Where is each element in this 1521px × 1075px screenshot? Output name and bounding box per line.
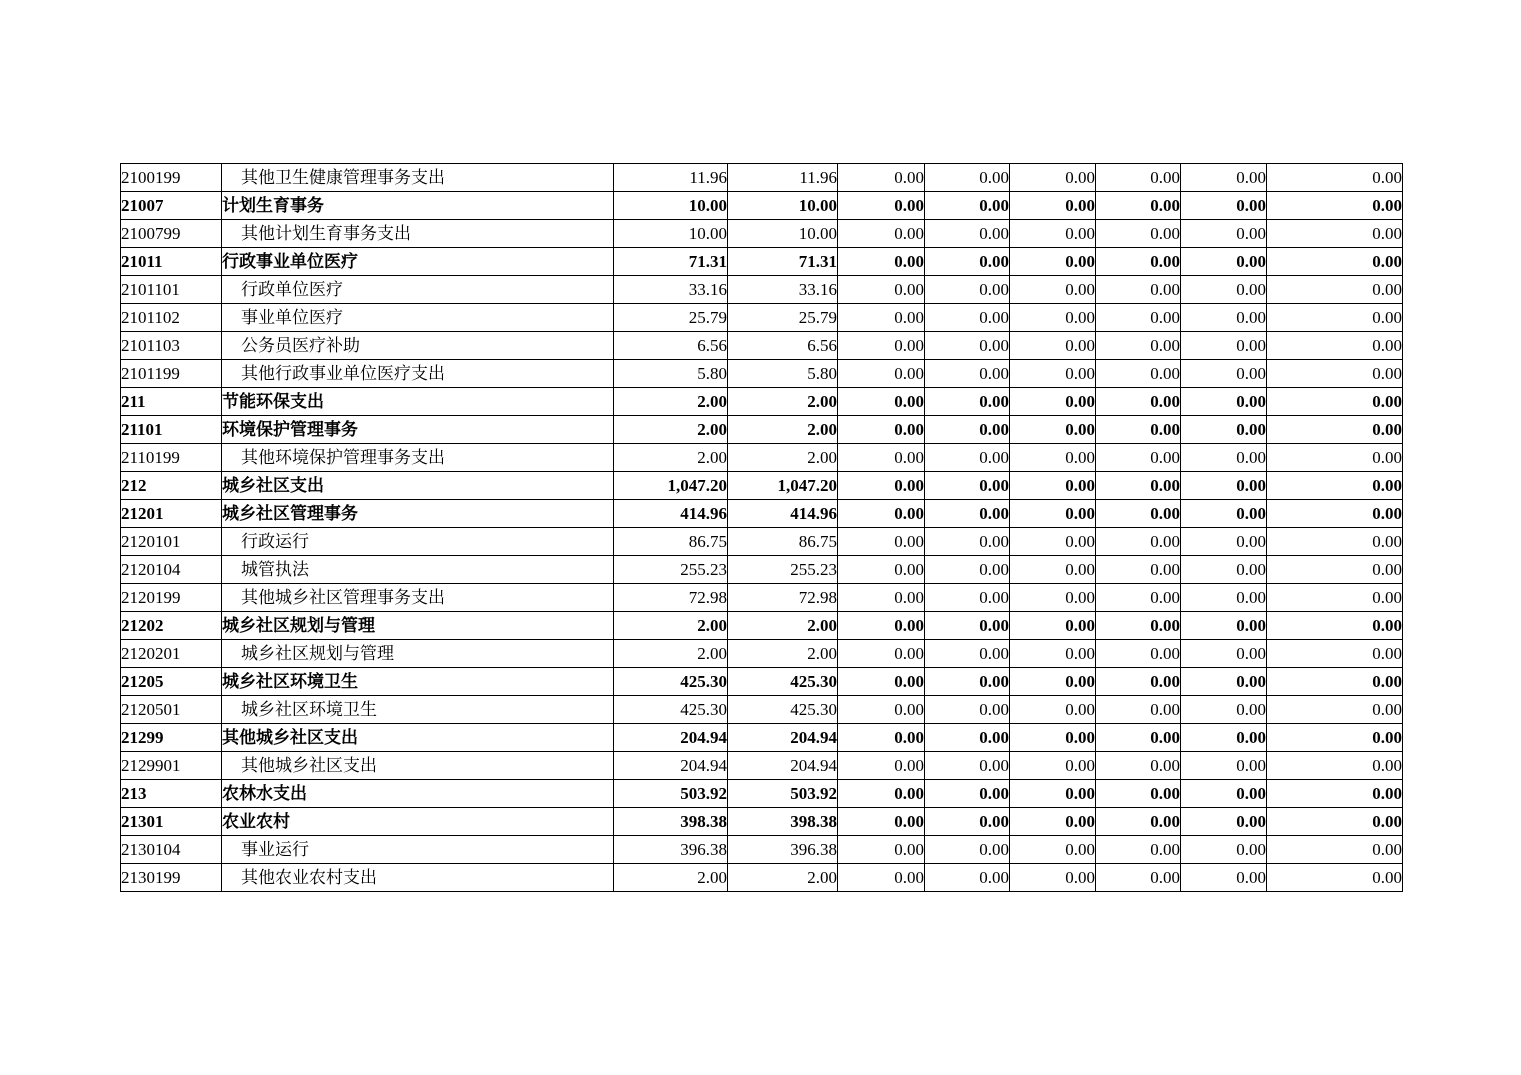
amount-cell: 0.00 xyxy=(1267,332,1403,360)
amount-cell: 398.38 xyxy=(614,808,728,836)
amount-cell: 0.00 xyxy=(838,808,925,836)
item-row xyxy=(121,640,1403,668)
amount-cell: 0.00 xyxy=(838,640,925,668)
amount-cell: 0.00 xyxy=(1181,612,1267,640)
amount-cell: 1,047.20 xyxy=(728,472,838,500)
amount-cell: 33.16 xyxy=(728,276,838,304)
subject-name-cell: 城乡社区环境卫生 xyxy=(222,696,614,724)
amount-cell: 0.00 xyxy=(925,668,1010,696)
subject-name-cell: 城乡社区环境卫生 xyxy=(222,668,614,696)
subject-name-cell: 行政单位医疗 xyxy=(222,276,614,304)
amount-cell: 0.00 xyxy=(1096,500,1181,528)
amount-cell: 0.00 xyxy=(1096,668,1181,696)
amount-cell: 0.00 xyxy=(1181,724,1267,752)
amount-cell: 503.92 xyxy=(614,780,728,808)
amount-cell: 2.00 xyxy=(614,388,728,416)
amount-cell: 414.96 xyxy=(614,500,728,528)
item-row xyxy=(121,836,1403,864)
amount-cell: 0.00 xyxy=(1181,444,1267,472)
item-row xyxy=(121,584,1403,612)
amount-cell: 5.80 xyxy=(614,360,728,388)
amount-cell: 11.96 xyxy=(614,164,728,192)
amount-cell: 255.23 xyxy=(728,556,838,584)
amount-cell: 0.00 xyxy=(1267,444,1403,472)
amount-cell: 0.00 xyxy=(1267,164,1403,192)
subject-name-cell: 其他计划生育事务支出 xyxy=(222,220,614,248)
category-row xyxy=(121,388,1403,416)
amount-cell: 0.00 xyxy=(838,388,925,416)
amount-cell: 0.00 xyxy=(838,612,925,640)
subject-name-cell: 其他环境保护管理事务支出 xyxy=(222,444,614,472)
amount-cell: 425.30 xyxy=(614,696,728,724)
amount-cell: 0.00 xyxy=(925,416,1010,444)
subject-name-cell: 城乡社区支出 xyxy=(222,472,614,500)
amount-cell: 425.30 xyxy=(728,696,838,724)
subject-name-cell: 计划生育事务 xyxy=(222,192,614,220)
amount-cell: 0.00 xyxy=(838,360,925,388)
amount-cell: 72.98 xyxy=(614,584,728,612)
amount-cell: 398.38 xyxy=(728,808,838,836)
amount-cell: 2.00 xyxy=(614,640,728,668)
amount-cell: 0.00 xyxy=(1267,836,1403,864)
amount-cell: 0.00 xyxy=(1181,192,1267,220)
subject-name-cell: 行政运行 xyxy=(222,528,614,556)
amount-cell: 0.00 xyxy=(1010,500,1096,528)
subject-code-cell: 2120104 xyxy=(121,556,222,584)
amount-cell: 0.00 xyxy=(838,780,925,808)
item-row xyxy=(121,164,1403,192)
subject-name-cell: 事业单位医疗 xyxy=(222,304,614,332)
amount-cell: 6.56 xyxy=(728,332,838,360)
amount-cell: 0.00 xyxy=(1096,640,1181,668)
subject-code-cell: 21101 xyxy=(121,416,222,444)
amount-cell: 425.30 xyxy=(614,668,728,696)
amount-cell: 0.00 xyxy=(1096,556,1181,584)
amount-cell: 0.00 xyxy=(1267,304,1403,332)
subject-code-cell: 21301 xyxy=(121,808,222,836)
subject-code-cell: 2110199 xyxy=(121,444,222,472)
item-row xyxy=(121,556,1403,584)
amount-cell: 0.00 xyxy=(1096,724,1181,752)
subject-code-cell: 21201 xyxy=(121,500,222,528)
amount-cell: 0.00 xyxy=(925,836,1010,864)
amount-cell: 0.00 xyxy=(1010,864,1096,892)
amount-cell: 0.00 xyxy=(925,556,1010,584)
item-row xyxy=(121,360,1403,388)
subject-name-cell: 其他城乡社区支出 xyxy=(222,752,614,780)
amount-cell: 0.00 xyxy=(1267,864,1403,892)
amount-cell: 0.00 xyxy=(1181,528,1267,556)
amount-cell: 0.00 xyxy=(1010,276,1096,304)
category-row xyxy=(121,416,1403,444)
amount-cell: 396.38 xyxy=(728,836,838,864)
amount-cell: 0.00 xyxy=(925,444,1010,472)
subject-name-cell: 其他城乡社区管理事务支出 xyxy=(222,584,614,612)
amount-cell: 0.00 xyxy=(1181,360,1267,388)
amount-cell: 396.38 xyxy=(614,836,728,864)
amount-cell: 0.00 xyxy=(1096,276,1181,304)
amount-cell: 0.00 xyxy=(925,360,1010,388)
amount-cell: 0.00 xyxy=(1267,192,1403,220)
amount-cell: 0.00 xyxy=(1010,780,1096,808)
category-row xyxy=(121,668,1403,696)
amount-cell: 204.94 xyxy=(614,724,728,752)
amount-cell: 0.00 xyxy=(1096,528,1181,556)
amount-cell: 0.00 xyxy=(1010,696,1096,724)
amount-cell: 0.00 xyxy=(1010,304,1096,332)
subject-name-cell: 城管执法 xyxy=(222,556,614,584)
subject-code-cell: 2130104 xyxy=(121,836,222,864)
amount-cell: 2.00 xyxy=(728,864,838,892)
subject-name-cell: 其他卫生健康管理事务支出 xyxy=(222,164,614,192)
subject-name-cell: 其他城乡社区支出 xyxy=(222,724,614,752)
category-row xyxy=(121,248,1403,276)
subject-name-cell: 城乡社区规划与管理 xyxy=(222,612,614,640)
subject-name-cell: 环境保护管理事务 xyxy=(222,416,614,444)
amount-cell: 0.00 xyxy=(1181,164,1267,192)
budget-table-body xyxy=(121,164,1403,892)
subject-code-cell: 213 xyxy=(121,780,222,808)
subject-code-cell: 2120101 xyxy=(121,528,222,556)
subject-name-cell: 其他农业农村支出 xyxy=(222,864,614,892)
amount-cell: 0.00 xyxy=(838,500,925,528)
amount-cell: 0.00 xyxy=(1181,248,1267,276)
subject-code-cell: 2130199 xyxy=(121,864,222,892)
amount-cell: 0.00 xyxy=(1010,360,1096,388)
amount-cell: 10.00 xyxy=(728,192,838,220)
amount-cell: 0.00 xyxy=(1010,220,1096,248)
amount-cell: 0.00 xyxy=(1267,808,1403,836)
amount-cell: 0.00 xyxy=(838,752,925,780)
amount-cell: 0.00 xyxy=(1267,220,1403,248)
amount-cell: 0.00 xyxy=(1096,164,1181,192)
amount-cell: 0.00 xyxy=(1267,612,1403,640)
amount-cell: 0.00 xyxy=(925,696,1010,724)
amount-cell: 2.00 xyxy=(614,612,728,640)
category-row xyxy=(121,724,1403,752)
subject-code-cell: 212 xyxy=(121,472,222,500)
subject-code-cell: 21299 xyxy=(121,724,222,752)
amount-cell: 0.00 xyxy=(838,304,925,332)
amount-cell: 0.00 xyxy=(1181,836,1267,864)
amount-cell: 0.00 xyxy=(1096,612,1181,640)
amount-cell: 0.00 xyxy=(1010,332,1096,360)
amount-cell: 0.00 xyxy=(1096,752,1181,780)
item-row xyxy=(121,220,1403,248)
amount-cell: 0.00 xyxy=(1096,416,1181,444)
amount-cell: 0.00 xyxy=(1267,696,1403,724)
amount-cell: 0.00 xyxy=(1181,332,1267,360)
subject-name-cell: 其他行政事业单位医疗支出 xyxy=(222,360,614,388)
amount-cell: 0.00 xyxy=(838,528,925,556)
subject-code-cell: 2120199 xyxy=(121,584,222,612)
amount-cell: 0.00 xyxy=(1096,584,1181,612)
amount-cell: 0.00 xyxy=(838,248,925,276)
amount-cell: 0.00 xyxy=(1181,388,1267,416)
amount-cell: 0.00 xyxy=(1010,164,1096,192)
amount-cell: 0.00 xyxy=(1096,444,1181,472)
amount-cell: 0.00 xyxy=(838,472,925,500)
amount-cell: 2.00 xyxy=(728,388,838,416)
amount-cell: 0.00 xyxy=(1010,808,1096,836)
amount-cell: 0.00 xyxy=(1181,668,1267,696)
amount-cell: 2.00 xyxy=(728,444,838,472)
amount-cell: 414.96 xyxy=(728,500,838,528)
amount-cell: 0.00 xyxy=(1181,500,1267,528)
amount-cell: 0.00 xyxy=(1267,472,1403,500)
amount-cell: 71.31 xyxy=(614,248,728,276)
amount-cell: 0.00 xyxy=(925,304,1010,332)
amount-cell: 0.00 xyxy=(925,220,1010,248)
amount-cell: 0.00 xyxy=(1096,360,1181,388)
amount-cell: 2.00 xyxy=(728,416,838,444)
subject-name-cell: 事业运行 xyxy=(222,836,614,864)
amount-cell: 0.00 xyxy=(838,668,925,696)
amount-cell: 0.00 xyxy=(925,724,1010,752)
subject-code-cell: 2101199 xyxy=(121,360,222,388)
amount-cell: 0.00 xyxy=(1181,640,1267,668)
subject-name-cell: 城乡社区管理事务 xyxy=(222,500,614,528)
amount-cell: 0.00 xyxy=(1010,752,1096,780)
amount-cell: 0.00 xyxy=(838,164,925,192)
amount-cell: 0.00 xyxy=(838,864,925,892)
amount-cell: 0.00 xyxy=(838,556,925,584)
amount-cell: 0.00 xyxy=(1010,444,1096,472)
amount-cell: 0.00 xyxy=(1181,584,1267,612)
amount-cell: 0.00 xyxy=(1181,220,1267,248)
amount-cell: 0.00 xyxy=(838,444,925,472)
amount-cell: 0.00 xyxy=(1096,808,1181,836)
amount-cell: 10.00 xyxy=(614,220,728,248)
amount-cell: 255.23 xyxy=(614,556,728,584)
subject-code-cell: 21202 xyxy=(121,612,222,640)
amount-cell: 0.00 xyxy=(1181,752,1267,780)
amount-cell: 0.00 xyxy=(1010,192,1096,220)
amount-cell: 0.00 xyxy=(1010,388,1096,416)
amount-cell: 0.00 xyxy=(1267,500,1403,528)
amount-cell: 0.00 xyxy=(925,612,1010,640)
amount-cell: 0.00 xyxy=(925,780,1010,808)
budget-table-page xyxy=(120,163,1403,892)
item-row xyxy=(121,332,1403,360)
subject-code-cell: 2120501 xyxy=(121,696,222,724)
amount-cell: 0.00 xyxy=(1010,640,1096,668)
amount-cell: 0.00 xyxy=(1181,780,1267,808)
amount-cell: 0.00 xyxy=(838,416,925,444)
amount-cell: 0.00 xyxy=(1010,836,1096,864)
item-row xyxy=(121,864,1403,892)
subject-code-cell: 2120201 xyxy=(121,640,222,668)
amount-cell: 0.00 xyxy=(1267,276,1403,304)
amount-cell: 0.00 xyxy=(925,388,1010,416)
amount-cell: 0.00 xyxy=(838,584,925,612)
amount-cell: 33.16 xyxy=(614,276,728,304)
amount-cell: 86.75 xyxy=(728,528,838,556)
subject-name-cell: 节能环保支出 xyxy=(222,388,614,416)
item-row xyxy=(121,444,1403,472)
amount-cell: 25.79 xyxy=(728,304,838,332)
subject-code-cell: 21007 xyxy=(121,192,222,220)
category-row xyxy=(121,808,1403,836)
amount-cell: 2.00 xyxy=(728,612,838,640)
amount-cell: 0.00 xyxy=(1010,528,1096,556)
amount-cell: 0.00 xyxy=(925,248,1010,276)
amount-cell: 0.00 xyxy=(1096,864,1181,892)
subject-code-cell: 2100799 xyxy=(121,220,222,248)
amount-cell: 0.00 xyxy=(925,472,1010,500)
amount-cell: 2.00 xyxy=(614,444,728,472)
amount-cell: 2.00 xyxy=(614,864,728,892)
amount-cell: 0.00 xyxy=(1181,472,1267,500)
amount-cell: 0.00 xyxy=(838,696,925,724)
item-row xyxy=(121,752,1403,780)
amount-cell: 0.00 xyxy=(1010,472,1096,500)
category-row xyxy=(121,780,1403,808)
amount-cell: 0.00 xyxy=(1096,780,1181,808)
amount-cell: 0.00 xyxy=(838,724,925,752)
amount-cell: 86.75 xyxy=(614,528,728,556)
subject-name-cell: 行政事业单位医疗 xyxy=(222,248,614,276)
amount-cell: 0.00 xyxy=(1096,248,1181,276)
amount-cell: 0.00 xyxy=(1010,248,1096,276)
item-row xyxy=(121,528,1403,556)
category-row xyxy=(121,472,1403,500)
amount-cell: 0.00 xyxy=(1181,276,1267,304)
subject-name-cell: 农林水支出 xyxy=(222,780,614,808)
category-row xyxy=(121,192,1403,220)
subject-code-cell: 21011 xyxy=(121,248,222,276)
amount-cell: 0.00 xyxy=(1267,556,1403,584)
subject-code-cell: 2129901 xyxy=(121,752,222,780)
amount-cell: 1,047.20 xyxy=(614,472,728,500)
amount-cell: 0.00 xyxy=(1010,612,1096,640)
amount-cell: 0.00 xyxy=(1267,416,1403,444)
amount-cell: 0.00 xyxy=(1267,724,1403,752)
amount-cell: 0.00 xyxy=(1096,388,1181,416)
amount-cell: 0.00 xyxy=(1267,248,1403,276)
amount-cell: 0.00 xyxy=(925,500,1010,528)
amount-cell: 11.96 xyxy=(728,164,838,192)
amount-cell: 0.00 xyxy=(1096,696,1181,724)
category-row xyxy=(121,500,1403,528)
amount-cell: 0.00 xyxy=(1181,556,1267,584)
amount-cell: 0.00 xyxy=(838,332,925,360)
amount-cell: 10.00 xyxy=(614,192,728,220)
amount-cell: 2.00 xyxy=(614,416,728,444)
amount-cell: 0.00 xyxy=(1267,584,1403,612)
item-row xyxy=(121,276,1403,304)
amount-cell: 0.00 xyxy=(925,640,1010,668)
amount-cell: 0.00 xyxy=(1181,808,1267,836)
amount-cell: 0.00 xyxy=(925,752,1010,780)
item-row xyxy=(121,696,1403,724)
amount-cell: 0.00 xyxy=(1267,668,1403,696)
amount-cell: 0.00 xyxy=(1267,640,1403,668)
amount-cell: 0.00 xyxy=(838,276,925,304)
amount-cell: 0.00 xyxy=(925,332,1010,360)
amount-cell: 5.80 xyxy=(728,360,838,388)
amount-cell: 0.00 xyxy=(925,276,1010,304)
amount-cell: 0.00 xyxy=(838,220,925,248)
amount-cell: 0.00 xyxy=(1267,528,1403,556)
amount-cell: 0.00 xyxy=(925,808,1010,836)
amount-cell: 0.00 xyxy=(925,864,1010,892)
amount-cell: 10.00 xyxy=(728,220,838,248)
amount-cell: 204.94 xyxy=(728,724,838,752)
budget-table xyxy=(120,163,1403,892)
amount-cell: 2.00 xyxy=(728,640,838,668)
amount-cell: 0.00 xyxy=(1096,472,1181,500)
amount-cell: 71.31 xyxy=(728,248,838,276)
amount-cell: 0.00 xyxy=(1181,864,1267,892)
amount-cell: 72.98 xyxy=(728,584,838,612)
amount-cell: 0.00 xyxy=(1010,416,1096,444)
amount-cell: 25.79 xyxy=(614,304,728,332)
subject-name-cell: 农业农村 xyxy=(222,808,614,836)
amount-cell: 425.30 xyxy=(728,668,838,696)
category-row xyxy=(121,612,1403,640)
amount-cell: 0.00 xyxy=(925,164,1010,192)
amount-cell: 0.00 xyxy=(1010,724,1096,752)
amount-cell: 204.94 xyxy=(728,752,838,780)
amount-cell: 0.00 xyxy=(1010,668,1096,696)
subject-code-cell: 2101102 xyxy=(121,304,222,332)
subject-code-cell: 2101101 xyxy=(121,276,222,304)
amount-cell: 0.00 xyxy=(1267,752,1403,780)
amount-cell: 6.56 xyxy=(614,332,728,360)
amount-cell: 0.00 xyxy=(838,192,925,220)
subject-name-cell: 公务员医疗补助 xyxy=(222,332,614,360)
amount-cell: 0.00 xyxy=(1267,780,1403,808)
item-row xyxy=(121,304,1403,332)
amount-cell: 0.00 xyxy=(838,836,925,864)
amount-cell: 0.00 xyxy=(1181,304,1267,332)
subject-code-cell: 21205 xyxy=(121,668,222,696)
amount-cell: 0.00 xyxy=(1267,360,1403,388)
subject-name-cell: 城乡社区规划与管理 xyxy=(222,640,614,668)
amount-cell: 0.00 xyxy=(1096,836,1181,864)
subject-code-cell: 2101103 xyxy=(121,332,222,360)
amount-cell: 0.00 xyxy=(1010,556,1096,584)
amount-cell: 0.00 xyxy=(925,528,1010,556)
amount-cell: 0.00 xyxy=(925,584,1010,612)
subject-code-cell: 211 xyxy=(121,388,222,416)
amount-cell: 0.00 xyxy=(1096,192,1181,220)
amount-cell: 503.92 xyxy=(728,780,838,808)
amount-cell: 0.00 xyxy=(1181,416,1267,444)
amount-cell: 204.94 xyxy=(614,752,728,780)
subject-code-cell: 2100199 xyxy=(121,164,222,192)
amount-cell: 0.00 xyxy=(1010,584,1096,612)
amount-cell: 0.00 xyxy=(925,192,1010,220)
amount-cell: 0.00 xyxy=(1181,696,1267,724)
amount-cell: 0.00 xyxy=(1096,220,1181,248)
amount-cell: 0.00 xyxy=(1096,304,1181,332)
amount-cell: 0.00 xyxy=(1096,332,1181,360)
amount-cell: 0.00 xyxy=(1267,388,1403,416)
